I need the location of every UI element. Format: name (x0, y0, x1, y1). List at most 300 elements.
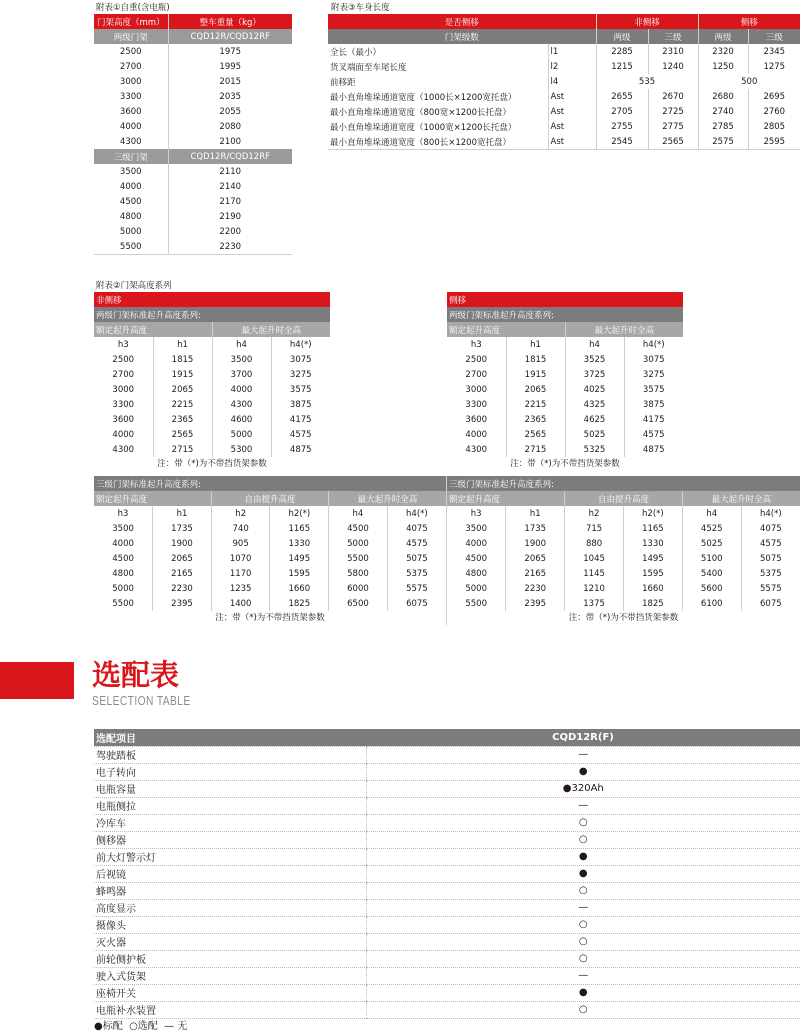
table-cell: 5375 (406, 568, 428, 579)
option-status: — (366, 899, 800, 916)
table2-caption: 附表②门架高度系列 (96, 281, 172, 291)
header-two: 两级 (596, 29, 648, 44)
table-row (94, 536, 446, 551)
table-cell: 2035 (219, 91, 242, 102)
table-cell: 2285 (596, 44, 648, 59)
table-cell: 4600 (212, 412, 271, 427)
option-status: ● (366, 848, 800, 865)
table-cell: 2695 (763, 91, 786, 102)
table-cell: 1660 (623, 581, 682, 596)
list-item (94, 984, 800, 1001)
table-cell: 5100 (682, 551, 741, 566)
list-item (94, 814, 800, 831)
table-cell: 2700 (447, 367, 506, 382)
column-code: h4 (212, 337, 271, 352)
table-cell: 1400 (211, 596, 270, 611)
header-stage: 门架级数 (328, 29, 596, 44)
legend: ●标配 ○选配 — 无 (94, 1020, 188, 1032)
table-cell: 4300 (94, 134, 168, 149)
table-cell: 4575 (406, 538, 428, 549)
table-cell: 4000 (94, 119, 168, 134)
table-cell: 2575 (698, 134, 748, 149)
note: 注：带（*)为不带挡货架参数 (510, 459, 620, 469)
table-cell: 6500 (329, 596, 388, 611)
table-cell: 4625 (565, 412, 624, 427)
table-cell: 2655 (596, 89, 648, 104)
table-cell: 3075 (289, 354, 312, 365)
column-code: h4 (565, 337, 624, 352)
row-name: 全长（最小） (328, 44, 548, 59)
table-cell: 2700 (94, 59, 168, 74)
header-weight: 整车重量（kg） (168, 14, 292, 29)
table-row (94, 367, 330, 382)
table-row (94, 521, 446, 536)
column-code: h4 (329, 506, 388, 521)
table-cell: 3725 (565, 367, 624, 382)
table-cell: 1915 (506, 367, 565, 382)
table-cell: 1735 (506, 521, 565, 536)
table-row (447, 521, 800, 536)
table-row (94, 427, 330, 442)
table-row (94, 59, 292, 74)
list-item (94, 746, 800, 763)
option-name: 高度显示 (94, 899, 366, 916)
table-cell: 1900 (506, 536, 565, 551)
header-nonshift: 非侧移 (596, 14, 698, 29)
header-mast-height: 门架高度（mm） (94, 14, 168, 29)
table-cell: 2760 (763, 106, 786, 117)
table-cell: 2015 (219, 76, 242, 87)
table-cell: 2365 (506, 412, 565, 427)
table-cell: 535 (596, 74, 698, 89)
code-row (94, 337, 330, 352)
column-code: h1 (153, 337, 212, 352)
header-rated: 额定起升高度 (94, 491, 211, 506)
table-cell: 2170 (219, 196, 242, 207)
table-cell: 5500 (94, 239, 168, 254)
column-code: h4(*) (759, 508, 782, 519)
table-row (447, 427, 683, 442)
option-name: 前轮侧护板 (94, 950, 366, 967)
table-cell: 2705 (596, 104, 648, 119)
table-cell: 3275 (289, 369, 312, 380)
table-cell: 5500 (94, 596, 153, 611)
table-cell: 1495 (623, 551, 682, 566)
column-code: h4(*) (406, 508, 428, 519)
table-cell: 4175 (289, 414, 312, 425)
column-code: h2 (565, 506, 624, 521)
header-max: 最大起升时全高 (212, 322, 330, 337)
option-status: — (366, 797, 800, 814)
two-series-label: 两级门架标准起升高度系列: (447, 307, 683, 322)
note: 注：带（*)为不带挡货架参数 (215, 613, 325, 623)
table-cell: 3500 (212, 352, 271, 367)
column-code: h4 (682, 506, 741, 521)
table-cell: 4500 (94, 194, 168, 209)
body-length-table (328, 14, 800, 150)
table-cell: 1825 (623, 596, 682, 611)
table-cell: 3300 (94, 89, 168, 104)
table-cell: 2670 (648, 89, 698, 104)
table-row (94, 74, 292, 89)
table-cell: 880 (565, 536, 624, 551)
option-name: 摄像头 (94, 916, 366, 933)
list-item (94, 797, 800, 814)
list-item (94, 916, 800, 933)
table-cell: 4575 (642, 429, 665, 440)
table-row (94, 44, 292, 59)
table-cell: 2595 (763, 136, 786, 147)
table-cell: 4575 (760, 538, 782, 549)
option-status: ●320Ah (366, 780, 800, 797)
table-cell: 5575 (406, 583, 428, 594)
table-cell: 1815 (506, 352, 565, 367)
table-row (447, 596, 800, 611)
row-name: 最小直角堆垛通道宽度（1000宽×1200长托盘） (328, 119, 548, 134)
table-cell: 5325 (565, 442, 624, 457)
table-cell: 5575 (760, 583, 782, 594)
table-row (447, 442, 683, 457)
table-row (447, 536, 800, 551)
list-item (94, 899, 800, 916)
table1-caption: 附表①自重(含电瓶) (96, 3, 170, 13)
two-stage-model: CQD12R/CQD12RF (168, 29, 292, 44)
list-item (94, 831, 800, 848)
table-cell: 2395 (153, 596, 212, 611)
option-status: — (366, 967, 800, 984)
weight-table (94, 14, 292, 255)
table-cell: 1900 (153, 536, 212, 551)
column-code: h1 (506, 506, 565, 521)
list-item (94, 882, 800, 899)
table-row (94, 382, 330, 397)
table-cell: 4500 (94, 551, 153, 566)
table-cell: 905 (211, 536, 270, 551)
table-row (94, 209, 292, 224)
option-name: 驶入式货架 (94, 967, 366, 984)
table-cell: 5000 (329, 536, 388, 551)
table-cell: 4800 (94, 566, 153, 581)
table-cell: 3525 (565, 352, 624, 367)
row-name: 最小直角堆垛通道宽度（800长×1200宽托盘） (328, 134, 548, 149)
row-name: 货叉端面至车尾长度 (328, 59, 548, 74)
column-code: h2 (211, 506, 270, 521)
table-row (94, 442, 330, 457)
row-code: l2 (548, 59, 596, 74)
column-code: h4(*) (642, 339, 665, 350)
table-cell: 4875 (289, 444, 312, 455)
table-cell: 2740 (698, 104, 748, 119)
table-cell: 2755 (596, 119, 648, 134)
table-row (94, 581, 446, 596)
table-cell: 4575 (289, 429, 312, 440)
header-rated: 额定起升高度 (447, 322, 565, 337)
table-cell: 1995 (219, 61, 242, 72)
table-row (94, 104, 292, 119)
three-series-label: 三级门架标准起升高度系列: (94, 476, 446, 491)
row-code: Ast (548, 119, 596, 134)
table-cell: 1375 (565, 596, 624, 611)
table-row (94, 239, 292, 254)
selection-table (94, 729, 800, 1032)
table-row (94, 397, 330, 412)
mast-three-sideshift (447, 476, 800, 625)
table-cell: 2565 (648, 134, 698, 149)
table-cell: 2110 (219, 166, 242, 177)
section-accent-bar (0, 662, 74, 699)
header-sideshift: 侧移 (698, 14, 800, 29)
table-row (328, 119, 800, 134)
table-row (447, 397, 683, 412)
row-name: 前移距 (328, 74, 548, 89)
mast-two-nonshift (94, 292, 330, 471)
list-item (94, 848, 800, 865)
table-cell: 5025 (682, 536, 741, 551)
row-code: Ast (548, 89, 596, 104)
note: 注：带（*)为不带挡货架参数 (157, 459, 267, 469)
table-cell: 2565 (506, 427, 565, 442)
table-cell: 1330 (623, 536, 682, 551)
table-cell: 500 (741, 76, 758, 87)
table-cell: 4300 (212, 397, 271, 412)
list-item (94, 1001, 800, 1018)
table-row (94, 566, 446, 581)
column-code: h2(*) (270, 506, 329, 521)
table-cell: 715 (565, 521, 624, 536)
mast-three-nonshift (94, 476, 447, 625)
table-cell: 5800 (329, 566, 388, 581)
table-cell: 1210 (565, 581, 624, 596)
table-cell: 1815 (153, 352, 212, 367)
table-cell: 2725 (648, 104, 698, 119)
table-cell: 5600 (682, 581, 741, 596)
option-name: 灭火器 (94, 933, 366, 950)
table-cell: 3000 (94, 74, 168, 89)
table-cell: 3075 (642, 354, 665, 365)
column-code: h2(*) (623, 506, 682, 521)
table-cell: 3600 (94, 412, 153, 427)
table-cell: 4000 (94, 536, 153, 551)
option-status: ○ (366, 814, 800, 831)
table-row (328, 89, 800, 104)
table-cell: 1660 (270, 581, 329, 596)
column-code: h3 (94, 506, 153, 521)
table-cell: 5500 (447, 596, 506, 611)
option-name: 座椅开关 (94, 984, 366, 1001)
table-cell: 4300 (447, 442, 506, 457)
option-status: ● (366, 763, 800, 780)
table-cell: 2215 (506, 397, 565, 412)
table-row (447, 551, 800, 566)
table-cell: 2500 (447, 352, 506, 367)
section-title-en: SELECTION TABLE (92, 694, 191, 708)
column-code: h3 (94, 337, 153, 352)
option-status: ○ (366, 950, 800, 967)
header-three: 三级 (648, 29, 698, 44)
table-row (94, 119, 292, 134)
table-cell: 6075 (760, 598, 782, 609)
table-row (94, 551, 446, 566)
table-row (328, 59, 800, 74)
table-cell: 2215 (153, 397, 212, 412)
table-cell: 2500 (94, 44, 168, 59)
table-row (94, 134, 292, 149)
table-cell: 2310 (648, 44, 698, 59)
row-name: 最小直角堆垛通道宽度（800宽×1200长托盘） (328, 104, 548, 119)
table-cell: 4500 (329, 521, 388, 536)
header-shift: 是否侧移 (328, 14, 596, 29)
header-max: 最大起升时全高 (329, 491, 446, 506)
table-cell: 1250 (698, 59, 748, 74)
table-cell: 5025 (565, 427, 624, 442)
table-cell: 4500 (447, 551, 506, 566)
option-status: ○ (366, 831, 800, 848)
table-cell: 5500 (329, 551, 388, 566)
table-cell: 4800 (94, 209, 168, 224)
table-cell: 1165 (270, 521, 329, 536)
code-row (447, 506, 800, 521)
column-code: h1 (506, 337, 565, 352)
column-code: h1 (153, 506, 212, 521)
table-cell: 3700 (212, 367, 271, 382)
table-cell: 1975 (219, 46, 242, 57)
table-cell: 4000 (447, 536, 506, 551)
table-cell: 1165 (623, 521, 682, 536)
table-cell: 3600 (94, 104, 168, 119)
table-cell: 5000 (94, 581, 153, 596)
table-cell: 3300 (447, 397, 506, 412)
table-cell: 5000 (447, 581, 506, 596)
table-cell: 2165 (153, 566, 212, 581)
column-code: h4(*) (289, 339, 312, 350)
table-row (94, 194, 292, 209)
option-name: 后视镜 (94, 865, 366, 882)
table-cell: 2565 (153, 427, 212, 442)
table-row (94, 89, 292, 104)
table-cell: 2775 (648, 119, 698, 134)
table-cell: 6075 (406, 598, 428, 609)
table-cell: 2395 (506, 596, 565, 611)
table-cell: 4175 (642, 414, 665, 425)
header-three: 三级 (748, 29, 800, 44)
table-cell: 1045 (565, 551, 624, 566)
table-cell: 2165 (506, 566, 565, 581)
header-free: 自由提升高度 (565, 491, 683, 506)
table-row (447, 367, 683, 382)
table-row (328, 104, 800, 119)
table-cell: 2715 (506, 442, 565, 457)
table-cell: 4075 (760, 523, 782, 534)
table-cell: 3500 (94, 521, 153, 536)
table-row (447, 566, 800, 581)
column-code: h3 (447, 337, 506, 352)
table-cell: 5400 (682, 566, 741, 581)
table-cell: 1595 (623, 566, 682, 581)
table-row (447, 382, 683, 397)
table-cell: 1275 (763, 61, 786, 72)
option-name: 电瓶侧拉 (94, 797, 366, 814)
table-cell: 3575 (289, 384, 312, 395)
header-model: CQD12R(F) (366, 729, 800, 746)
row-name: 最小直角堆垛通道宽度（1000长×1200宽托盘） (328, 89, 548, 104)
table-cell: 2545 (596, 134, 648, 149)
table-cell: 2345 (763, 46, 786, 57)
table-cell: 5000 (212, 427, 271, 442)
table-cell: 5300 (212, 442, 271, 457)
table-row (94, 412, 330, 427)
table3-caption: 附表③车身长度 (331, 3, 390, 13)
list-item (94, 967, 800, 984)
table-row (94, 179, 292, 194)
note: 注：带（*)为不带挡货架参数 (568, 613, 679, 623)
table-row (328, 134, 800, 149)
list-item (94, 865, 800, 882)
table-row (94, 596, 446, 611)
table-cell: 3000 (94, 382, 153, 397)
table-cell: 1215 (596, 59, 648, 74)
option-name: 蜂鸣器 (94, 882, 366, 899)
table-cell: 5000 (94, 224, 168, 239)
table-cell: 1915 (153, 367, 212, 382)
column-code: h3 (447, 506, 506, 521)
table-cell: 2065 (506, 382, 565, 397)
table-cell: 2140 (219, 181, 242, 192)
table-cell: 5375 (760, 568, 782, 579)
table-cell: 4000 (94, 179, 168, 194)
option-status: ● (366, 984, 800, 1001)
table-cell: 2230 (153, 581, 212, 596)
table-cell: 3000 (447, 382, 506, 397)
table-cell: 4525 (682, 521, 741, 536)
table-cell: 740 (211, 521, 270, 536)
option-name: 电瓶容量 (94, 780, 366, 797)
two-series-label: 两级门架标准起升高度系列: (94, 307, 330, 322)
option-status: ● (366, 865, 800, 882)
two-stage-label: 两级门架 (94, 29, 168, 44)
table-cell: 2055 (219, 106, 242, 117)
table-cell: 1595 (270, 566, 329, 581)
table-cell: 4000 (94, 427, 153, 442)
table-cell: 2230 (219, 241, 242, 252)
table-cell: 2230 (506, 581, 565, 596)
table-cell: 1495 (270, 551, 329, 566)
table-cell: 4800 (447, 566, 506, 581)
code-row (447, 337, 683, 352)
table-cell: 2700 (94, 367, 153, 382)
sideshift-title: 侧移 (447, 292, 683, 307)
table-cell: 6100 (682, 596, 741, 611)
header-two: 两级 (698, 29, 748, 44)
option-name: 侧移器 (94, 831, 366, 848)
table-cell: 3600 (447, 412, 506, 427)
section-title: 选配表 (92, 658, 180, 692)
table-row (328, 44, 800, 59)
table-row (94, 164, 292, 179)
table-cell: 2065 (153, 382, 212, 397)
option-name: 电子转向 (94, 763, 366, 780)
header-free: 自由提升高度 (211, 491, 328, 506)
table-cell: 4325 (565, 397, 624, 412)
three-series-label: 三级门架标准起升高度系列: (447, 476, 800, 491)
table-cell: 2065 (153, 551, 212, 566)
option-name: 驾驶踏板 (94, 746, 366, 763)
table-row (94, 224, 292, 239)
table-cell: 1235 (211, 581, 270, 596)
table-cell: 2680 (698, 89, 748, 104)
table-cell: 1145 (565, 566, 624, 581)
option-status: ○ (366, 916, 800, 933)
header-rated: 额定起升高度 (94, 322, 212, 337)
